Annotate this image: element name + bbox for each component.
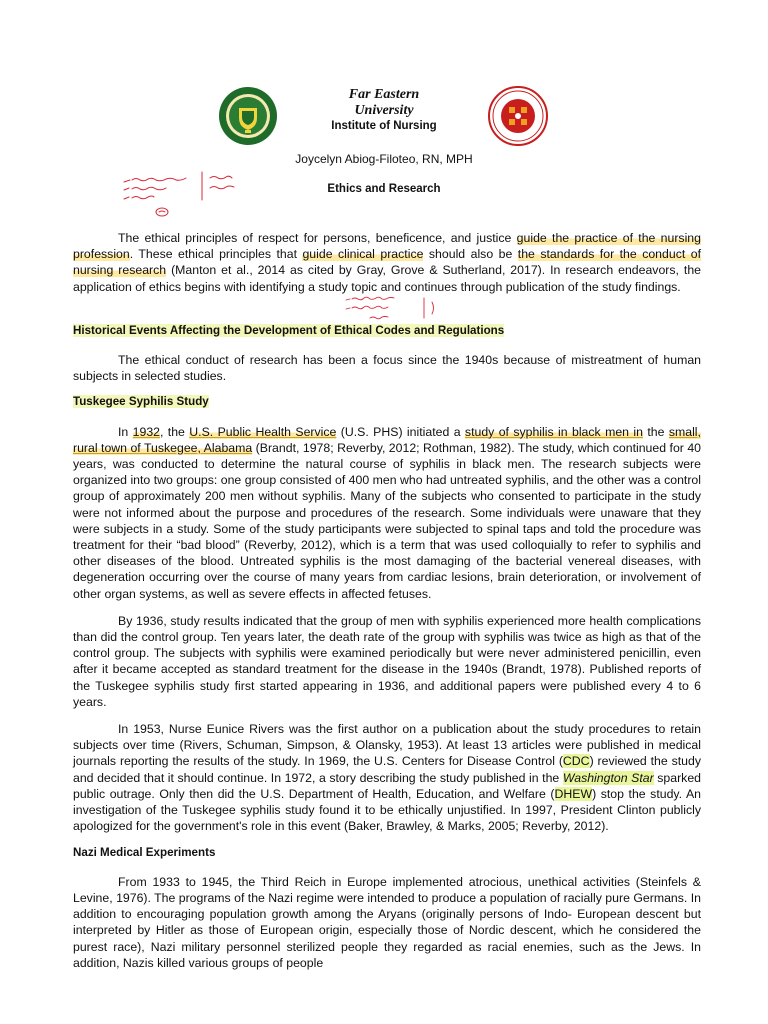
tuskegee-paragraph-2: By 1936, study results indicated that the group of men with syphilis experienced more health complications than did the control group. Ten years later, the death rate of the group with syphilis was twice as high as that of the control group. The subjects with syphilis were examined periodically but were never administered penicillin, even after it became accepted as standard treatment for the disease in the 1940s (Brandt, 1978). Published reports of the Tuskegee syphilis study first started appearing in 1936, and additional papers were published every 4 to 6 years. [73, 613, 701, 709]
tuskegee-paragraph-3: In 1953, Nurse Eunice Rivers was the first author on a publication about the study procedures to retain subjects over time (Rivers, Schuman, Simpson, & Olansky, 1953). At least 13 articles were published in medical journals reporting the results of the study. In 1969, the U.S. Centers for Disease Control (CDC) reviewed the study and decided that it should continue. In 1972, a story describing the study published in the Washington Star sparked public outrage. Only then did the U.S. Department of Health, Education, and Welfare (DHEW) stop the study. An investigation of the Tuskegee syphilis study found it to be ethically unjustified. In 1997, President Clinton publicly apologized for the government's role in this event (Baker, Brawley, & Marks, 2005; Reverby, 2012). [73, 722, 702, 834]
handwritten-note-left [120, 164, 260, 224]
intro-text-2: . These ethical principles that [129, 247, 303, 262]
document-body [73, 230, 701, 971]
intro-text-1: The ethical principles of respect for persons, beneficence, and justice [118, 231, 517, 245]
section-heading-historical: Historical Events Affecting the Development of Ethical Codes and Regulations [73, 323, 505, 337]
highlight-newspaper: Washington Star [562, 770, 654, 785]
highlight-year: 1932 [132, 424, 160, 439]
intro-text-4: (Manton et al., 2014 as cited by Gray, Grove & Sutherland, 2017). In research endeavors, the application of ethics begins with identifying a study topic and continues through publication of the study findings. [73, 263, 701, 294]
intro-paragraph [73, 230, 701, 295]
intro-highlight-3: the standards for the conduct of nursing research [73, 247, 701, 278]
intro-highlight-1: guide the practice of the nursing profession [73, 231, 701, 262]
intro-highlight-2: guide clinical practice [302, 247, 424, 262]
author-name: Joycelyn Abiog-Filoteo, RN, MPH [295, 152, 473, 166]
highlight-town: small, rural town of Tuskegee, Alabama [73, 424, 701, 455]
highlight-phs: U.S. Public Health Service [189, 424, 337, 439]
highlight-cdc: CDC [562, 754, 590, 769]
section-heading-nazi: Nazi Medical Experiments [73, 845, 216, 859]
historical-paragraph: The ethical conduct of research has been a focus since the 1940s because of mistreatment of human subjects in selected studies. [73, 353, 701, 384]
university-name-line1: Far Eastern [348, 87, 420, 102]
highlight-dhew: DHEW [554, 786, 593, 801]
highlight-study: study of syphilis in black men in [464, 424, 643, 439]
intro-text-3: should also be [423, 247, 518, 262]
university-name-line2: University [354, 103, 414, 118]
section-heading-tuskegee: Tuskegee Syphilis Study [73, 395, 209, 409]
nazi-paragraph-1: From 1933 to 1945, the Third Reich in Europe implemented atrocious, unethical activities (Steinfels & Levine, 1976). The programs of the Nazi regime were intended to produce a population of racially pure Germans. In addition to encouraging population growth among the Aryans (originally persons of Indo- European descent but interpreted by Hitler as those of European origin, especially those of Nordic descent, which he considered the purest race), Nazi military personnel sterilized people they regarded as racial enemies, such as the Jews. In addition, Nazis killed various groups of people [73, 874, 701, 970]
document-title: Ethics and Research [327, 183, 441, 195]
institute-name: Institute of Nursing [331, 120, 437, 132]
tuskegee-paragraph-1: In 1932, the U.S. Public Health Service (U.S. PHS) initiated a study of syphilis in black men in the small, rural town of Tuskegee, Alabama (Brandt, 1978; Reverby, 2012; Rothman, 1982). The study, which continued for 40 years, was conducted to determine the natural course of syphilis in black men. The research subjects were organized into two groups: one group consisted of 400 men who had untreated syphilis, and the other was a control group of approximately 200 men without syphilis. Many of the subjects who consented to participate in the study were not informed about the purpose and procedures of the research. Some individuals were unaware that they were subjects in a study. Some of the study participants were subjected to spinal taps and told the procedure was treatment for their “bad blood” (Reverby, 2012), which is a term that was used colloquially to refer to syphilis and other diseases of the blood. Untreated syphilis is the most damaging of the bacterial venereal diseases, with degeneration occurring over the course of many years from cardiac lesions, brain deterioration, or involvement of other organ systems, as well as severe effects in affected fetuses. [73, 424, 701, 601]
